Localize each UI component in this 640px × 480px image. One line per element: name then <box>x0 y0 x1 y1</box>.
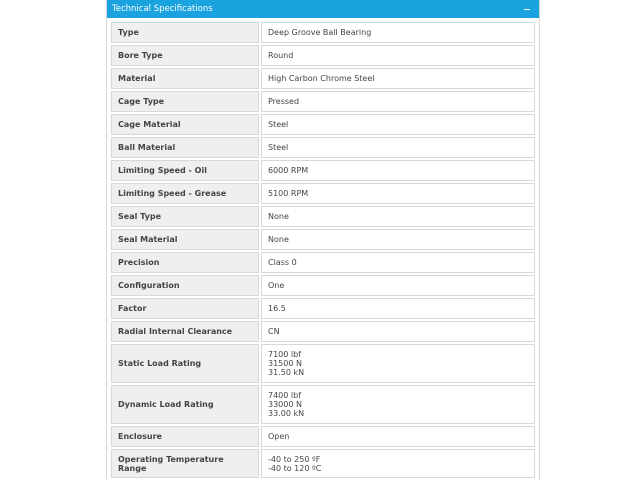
spec-row <box>111 252 535 273</box>
spec-value <box>261 426 535 447</box>
spec-row <box>111 91 535 112</box>
spec-label: Limiting Speed - Grease <box>111 183 259 204</box>
spec-label: Cage Material <box>111 114 259 135</box>
spec-value-line: None <box>268 212 289 221</box>
spec-label: Operating Temperature Range <box>111 449 259 478</box>
spec-value-line: Deep Groove Ball Bearing <box>268 28 372 37</box>
spec-label: Radial Internal Clearance <box>111 321 259 342</box>
spec-value-line: 5100 RPM <box>268 189 309 198</box>
spec-row <box>111 68 535 89</box>
spec-value <box>261 321 535 342</box>
spec-value-line: One <box>268 281 285 290</box>
spec-value <box>261 449 535 478</box>
spec-value-line: Steel <box>268 143 289 152</box>
spec-value-line: Class 0 <box>268 258 297 267</box>
spec-value <box>261 45 535 66</box>
spec-value <box>261 22 535 43</box>
panel-header[interactable] <box>107 0 539 18</box>
spec-value-line: 33000 N <box>268 400 302 409</box>
spec-row <box>111 275 535 296</box>
spec-row <box>111 385 535 424</box>
spec-label: Seal Type <box>111 206 259 227</box>
spec-value <box>261 137 535 158</box>
spec-row <box>111 229 535 250</box>
spec-value <box>261 385 535 424</box>
spec-label: Bore Type <box>111 45 259 66</box>
spec-label: Configuration <box>111 275 259 296</box>
spec-value <box>261 252 535 273</box>
spec-value-line: None <box>268 235 289 244</box>
spec-value-line: Steel <box>268 120 289 129</box>
spec-value <box>261 275 535 296</box>
spec-row <box>111 22 535 43</box>
spec-label: Cage Type <box>111 91 259 112</box>
spec-value-line: 31.50 kN <box>268 368 305 377</box>
spec-value-line: -40 to 250 ºF <box>268 454 321 464</box>
spec-value <box>261 183 535 204</box>
spec-row <box>111 449 535 478</box>
spec-value-line: 7100 lbf <box>268 350 302 359</box>
spec-value <box>261 229 535 250</box>
spec-label: Dynamic Load Rating <box>111 385 259 424</box>
spec-value-line: CN <box>268 327 280 336</box>
spec-row <box>111 114 535 135</box>
technical-specifications-panel <box>106 0 540 480</box>
spec-value-line: Pressed <box>268 97 300 106</box>
spec-label: Static Load Rating <box>111 344 259 383</box>
spec-value-line: -40 to 120 ºC <box>268 463 322 473</box>
spec-value-line: 33.00 kN <box>268 409 305 418</box>
spec-row <box>111 160 535 181</box>
specifications-table-body <box>111 22 535 478</box>
spec-row <box>111 45 535 66</box>
spec-value <box>261 91 535 112</box>
spec-row <box>111 137 535 158</box>
spec-row <box>111 426 535 447</box>
spec-value-line: 16.5 <box>268 304 286 313</box>
spec-value-line: 6000 RPM <box>268 166 309 175</box>
spec-row <box>111 321 535 342</box>
spec-label: Factor <box>111 298 259 319</box>
spec-row <box>111 298 535 319</box>
spec-label: Limiting Speed - Oil <box>111 160 259 181</box>
panel-title: Technical Specifications <box>112 4 213 14</box>
spec-label: Type <box>111 22 259 43</box>
spec-value <box>261 114 535 135</box>
spec-value <box>261 344 535 383</box>
spec-value-line: 7400 lbf <box>268 391 302 400</box>
spec-value-line: Round <box>268 51 294 60</box>
spec-label: Enclosure <box>111 426 259 447</box>
collapse-icon[interactable] <box>522 0 532 18</box>
spec-value-line: High Carbon Chrome Steel <box>268 74 375 83</box>
spec-row <box>111 183 535 204</box>
spec-value-line: 31500 N <box>268 359 302 368</box>
spec-value <box>261 206 535 227</box>
spec-label: Ball Material <box>111 137 259 158</box>
spec-label: Material <box>111 68 259 89</box>
spec-row <box>111 206 535 227</box>
spec-label: Precision <box>111 252 259 273</box>
spec-value <box>261 68 535 89</box>
spec-row <box>111 344 535 383</box>
spec-value <box>261 298 535 319</box>
spec-value-line: Open <box>268 432 290 441</box>
spec-value <box>261 160 535 181</box>
spec-label: Seal Material <box>111 229 259 250</box>
specifications-table <box>109 20 537 480</box>
